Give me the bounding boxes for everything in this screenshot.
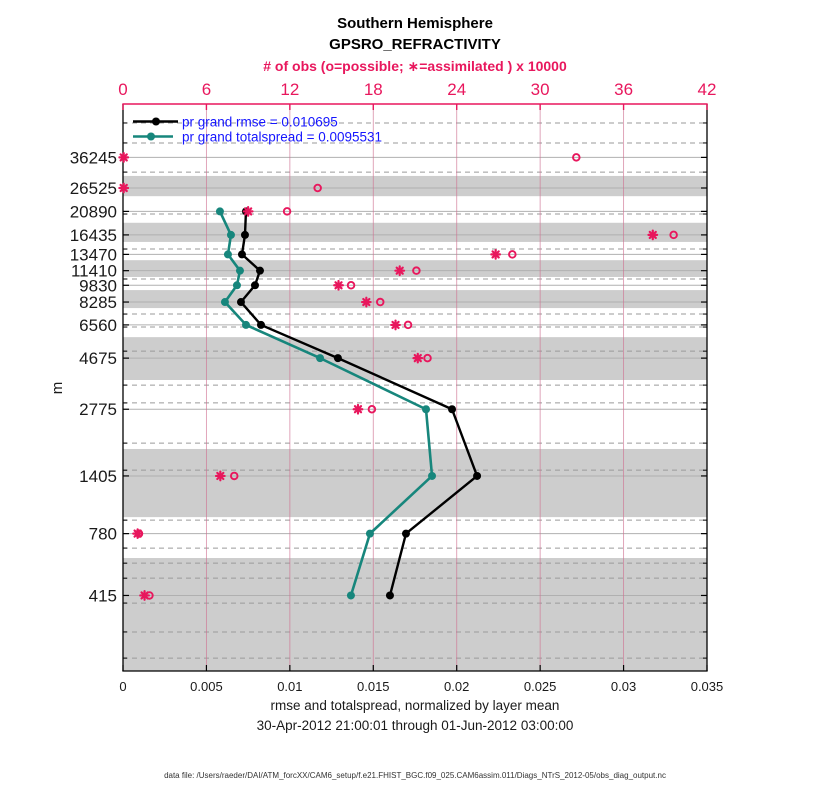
chart-generated-layer xyxy=(70,80,724,694)
top-tick-label: 6 xyxy=(201,80,212,99)
top-tick-label: 24 xyxy=(447,80,467,99)
legend-marker-rmse xyxy=(152,118,160,126)
rmse-point xyxy=(238,250,246,258)
assimilated-obs-marker xyxy=(391,321,400,330)
assimilated-obs-marker xyxy=(395,266,404,275)
top-tick-label: 42 xyxy=(697,80,717,99)
rmse-point xyxy=(251,281,259,289)
y-tick-label: 2775 xyxy=(79,400,117,420)
assimilated-obs-marker xyxy=(648,231,657,240)
totalspread-point xyxy=(242,321,250,329)
x-tick-label: 0.03 xyxy=(610,679,637,694)
totalspread-point xyxy=(221,298,229,306)
y-tick-label: 6560 xyxy=(79,315,117,335)
x-tick-label: 0.01 xyxy=(277,679,303,694)
rmse-point xyxy=(473,472,481,480)
y-tick-label: 780 xyxy=(88,524,117,544)
rmse-point xyxy=(241,231,249,239)
legend-marker-totalspread xyxy=(147,133,155,141)
shaded-band xyxy=(123,176,707,196)
x-tick-label: 0 xyxy=(119,679,127,694)
x-axis-date-range: 30-Apr-2012 21:00:01 through 01-Jun-2012 03:00:00 xyxy=(256,718,574,733)
x-tick-label: 0.005 xyxy=(190,679,223,694)
totalspread-point xyxy=(224,250,232,258)
totalspread-point xyxy=(422,405,430,413)
y-tick-label: 26525 xyxy=(69,178,117,198)
totalspread-point xyxy=(236,267,244,275)
x-tick-label: 0.025 xyxy=(523,679,557,694)
x-tick-label: 0.015 xyxy=(357,679,390,694)
rmse-point xyxy=(402,530,410,538)
y-tick-label: 36245 xyxy=(69,148,117,168)
totalspread-point xyxy=(347,591,355,599)
rmse-point xyxy=(334,354,342,362)
totalspread-point xyxy=(227,231,235,239)
chart-subtitle: GPSRO_REFRACTIVITY xyxy=(329,36,501,53)
shaded-bands-layer xyxy=(123,176,707,671)
shaded-band xyxy=(123,558,707,671)
rmse-point xyxy=(237,298,245,306)
rmse-point xyxy=(257,321,265,329)
assimilated-obs-marker xyxy=(413,354,422,363)
shaded-band xyxy=(123,223,707,242)
legend-entry-rmse: pr grand rmse = 0.010695 xyxy=(182,114,338,130)
x-tick-label: 0.035 xyxy=(690,679,724,694)
totalspread-point xyxy=(316,354,324,362)
x-tick-label: 0.02 xyxy=(444,679,470,694)
legend xyxy=(133,115,382,145)
assimilated-obs-marker xyxy=(119,184,128,193)
top-tick-label: 12 xyxy=(280,80,300,99)
legend-entry-totalspread: pr grand totalspread = 0.0095531 xyxy=(182,129,383,145)
assimilated-obs-marker xyxy=(133,529,142,538)
assimilated-obs-marker xyxy=(244,207,253,216)
chart-title: Southern Hemisphere xyxy=(337,15,493,32)
assimilated-obs-marker xyxy=(334,281,343,290)
shaded-band xyxy=(123,449,707,517)
y-tick-label: 16435 xyxy=(69,225,117,245)
y-tick-label: 4675 xyxy=(79,349,117,369)
assimilated-obs-marker xyxy=(216,472,225,481)
y-tick-label: 20890 xyxy=(69,202,117,222)
y-axis-title: m xyxy=(49,381,66,395)
assimilated-obs-marker xyxy=(140,591,149,600)
assimilated-obs-marker xyxy=(119,153,128,162)
totalspread-point xyxy=(233,281,241,289)
y-tick-label: 8285 xyxy=(79,293,117,313)
y-tick-label: 13470 xyxy=(69,245,117,265)
top-tick-label: 0 xyxy=(118,80,128,99)
totalspread-point xyxy=(366,530,374,538)
totalspread-point xyxy=(216,207,224,215)
top-tick-label: 18 xyxy=(363,80,383,99)
top-axis-title: # of obs (o=possible; ∗=assimilated ) x 10000 xyxy=(263,58,567,74)
y-tick-label: 11410 xyxy=(70,261,117,281)
assimilated-obs-marker xyxy=(491,250,500,259)
assimilated-obs-marker xyxy=(354,405,363,414)
y-tick-label: 415 xyxy=(88,586,117,606)
y-tick-label: 9830 xyxy=(79,276,117,296)
rmse-point xyxy=(448,405,456,413)
rmse-point xyxy=(386,591,394,599)
totalspread-point xyxy=(428,472,436,480)
x-axis-title: rmse and totalspread, normalized by layer mean xyxy=(270,698,560,713)
top-tick-label: 30 xyxy=(530,80,550,99)
y-tick-label: 1405 xyxy=(79,466,117,486)
top-tick-label: 36 xyxy=(614,80,634,99)
shaded-band xyxy=(123,290,707,308)
rmse-point xyxy=(256,267,264,275)
data-file-path: data file: /Users/raeder/DAI/ATM_forcXX/CAM6_setup/f.e21.FHIST_BGC.f09_025.CAM6assim.011/Diags_NTrS_2012-05/obs_diag_output.nc xyxy=(164,771,666,780)
assimilated-obs-marker xyxy=(362,298,371,307)
